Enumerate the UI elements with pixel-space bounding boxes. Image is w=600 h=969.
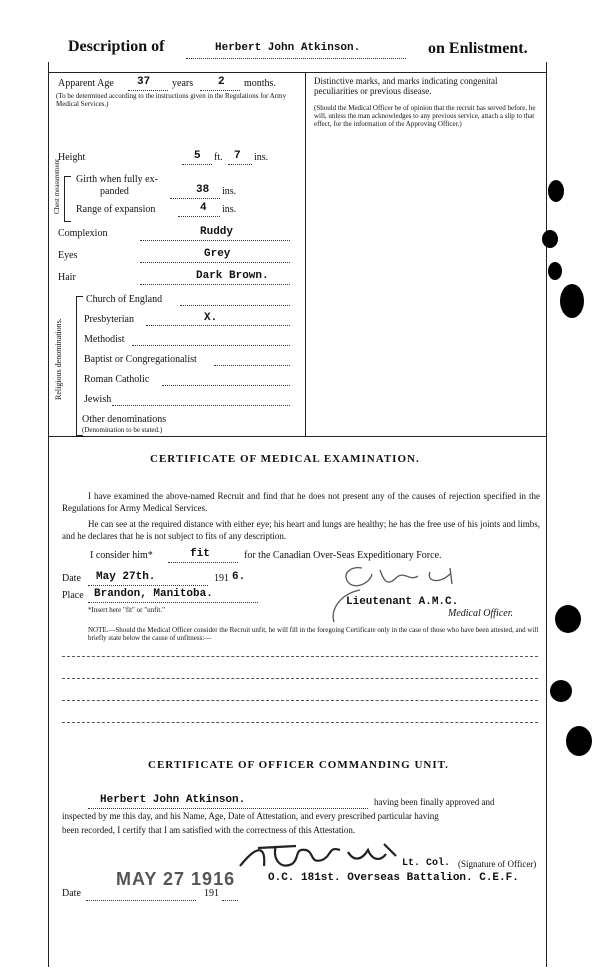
punch-hole-7 (566, 726, 592, 756)
religion-label-5: Jewish (84, 394, 112, 405)
box-bottom-line (48, 436, 546, 437)
commanding-unit: O.C. 181st. Overseas Battalion. C.E.F. (268, 872, 519, 884)
girth-label-2: panded (100, 186, 129, 197)
consider-label: I consider him* (90, 550, 153, 561)
range-value: 4 (200, 202, 207, 214)
medical-rank: Lieutenant A.M.C. (346, 596, 459, 608)
commanding-text-2: inspected by me this day, and his Name, Age, Date of Attestation, and every prescribed particular having (62, 811, 439, 821)
range-line (178, 216, 220, 217)
punch-hole-4 (560, 284, 584, 318)
commanding-name-line (88, 808, 368, 809)
girth-unit: ins. (222, 186, 237, 197)
commanding-text-1: having been finally approved and (374, 797, 495, 807)
box-middle-divider (305, 72, 306, 436)
hair-line (140, 284, 290, 285)
insert-note: *Insert here "fit" or "unfit." (88, 606, 165, 614)
complexion-label: Complexion (58, 228, 108, 239)
commanding-text-3: been recorded, I certify that I am satisfied with the correctness of this Attestation. (62, 825, 356, 835)
marks-note: (Should the Medical Officer be of opinion that the recruit has served before, he will, unless the man acknowledges to any previous service, attach a slip to that effect, for the information of the Approving Officer.) (314, 104, 536, 128)
commanding-heading: CERTIFICATE OF OFFICER COMMANDING UNIT. (148, 759, 449, 771)
height-ins-line (228, 164, 252, 165)
punch-hole-1 (548, 180, 564, 202)
punch-hole-2 (542, 230, 558, 248)
place-line (88, 602, 258, 603)
marks-label: Distinctive marks, and marks indicating congenital peculiarities or previous disease. (314, 76, 498, 96)
eyes-label: Eyes (58, 250, 78, 261)
religion-group-label: Religious denominations. (54, 318, 63, 400)
recruit-name: Herbert John Atkinson. (215, 42, 361, 54)
medical-para-1: I have examined the above-named Recruit and find that he does not present any of the causes of rejection specified in the Regulations for Army Medical Services. (62, 491, 540, 513)
months-label: months. (244, 78, 276, 89)
apparent-age-label: Apparent Age (58, 78, 114, 89)
height-ins: 7 (234, 150, 241, 162)
commanding-recruit-name: Herbert John Atkinson. (100, 794, 246, 806)
religion-label-1: Presbyterian (84, 314, 134, 325)
cause-line-2 (62, 678, 538, 679)
ft-label: ft. (214, 152, 223, 163)
range-label: Range of expansion (76, 204, 156, 215)
title-name-line (186, 58, 406, 59)
religion-label-6: Other denominations (82, 414, 167, 425)
page-left-border (48, 62, 49, 967)
ins-label: ins. (254, 152, 269, 163)
age-note: (To be determined according to the instructions given in the Regulations for Army Medical Services.) (56, 92, 287, 108)
complexion-value: Ruddy (200, 226, 234, 238)
fitness-line (168, 562, 238, 563)
medical-date-label: Date (62, 573, 81, 584)
religion-label-2: Methodist (84, 334, 125, 345)
religion-line-0 (180, 305, 290, 306)
age-months-line (200, 90, 240, 91)
medical-year-suffix: 6. (232, 571, 246, 583)
height-ft: 5 (194, 150, 201, 162)
commanding-date-label: Date (62, 888, 81, 899)
religion-label-3: Baptist or Congregationalist (84, 354, 197, 365)
medical-note: NOTE.—Should the Medical Officer consider the Recruit unfit, he will fill in the foregoing Certificate only in the case of those who have been attested, and will briefly state below the cause of unfitness:— (88, 626, 539, 642)
religion-label-0: Church of England (86, 294, 163, 305)
chest-group-label: Chest measurement (53, 158, 61, 214)
place-label: Place (62, 590, 84, 601)
commanding-rank: Lt. Col. (402, 858, 451, 869)
religion-mark-1: X. (204, 312, 218, 324)
religion-line-2 (132, 345, 290, 346)
commanding-year-line (222, 900, 238, 901)
cause-line-3 (62, 700, 538, 701)
religion-line-4 (162, 385, 290, 386)
box-top-line (48, 72, 546, 73)
page-right-border (546, 62, 547, 967)
other-denom-note: (Denomination to be stated.) (82, 426, 163, 434)
religion-line-3 (214, 365, 290, 366)
medical-year-prefix: 191 (214, 573, 229, 584)
place-value: Brandon, Manitoba. (94, 588, 213, 600)
height-ft-line (182, 164, 212, 165)
date-stamp: MAY 27 1916 (116, 869, 236, 889)
cause-line-1 (62, 656, 538, 657)
fitness-value: fit (190, 548, 210, 560)
eyes-value: Grey (204, 248, 231, 260)
commanding-date-line (86, 900, 196, 901)
eyes-line (140, 262, 290, 263)
religion-line-1 (146, 325, 290, 326)
commanding-signature-label: (Signature of Officer) (458, 859, 537, 869)
girth-value: 38 (196, 184, 210, 196)
hair-value: Dark Brown. (196, 270, 269, 282)
medical-officer-label: Medical Officer. (448, 608, 513, 619)
years-label: years (172, 78, 194, 89)
medical-para-2: He can see at the required distance with either eye; his heart and lungs are healthy; he has the free use of his joints and limbs, and he declares that he is not subject to fits of any description. (62, 519, 540, 541)
medical-heading: CERTIFICATE OF MEDICAL EXAMINATION. (150, 453, 420, 465)
chest-bracket (64, 176, 71, 222)
cause-line-4 (62, 722, 538, 723)
force-label: for the Canadian Over-Seas Expeditionary Force. (244, 550, 442, 561)
commanding-year-prefix: 191 (204, 888, 219, 899)
girth-line (170, 198, 220, 199)
page-title: Description of (68, 38, 165, 55)
height-label: Height (58, 152, 86, 163)
religion-line-5 (112, 405, 290, 406)
punch-hole-5 (555, 605, 581, 633)
religion-label-4: Roman Catholic (84, 374, 150, 385)
medical-date-line (88, 585, 208, 586)
complexion-line (140, 240, 290, 241)
girth-label-1: Girth when fully ex- (76, 174, 158, 185)
punch-hole-3 (548, 262, 562, 280)
range-unit: ins. (222, 204, 237, 215)
age-years-line (128, 90, 168, 91)
hair-label: Hair (58, 272, 76, 283)
punch-hole-6 (550, 680, 572, 702)
age-years: 37 (137, 76, 151, 88)
medical-date-value: May 27th. (96, 571, 156, 583)
title-suffix: on Enlistment. (428, 40, 528, 57)
age-months: 2 (218, 76, 225, 88)
